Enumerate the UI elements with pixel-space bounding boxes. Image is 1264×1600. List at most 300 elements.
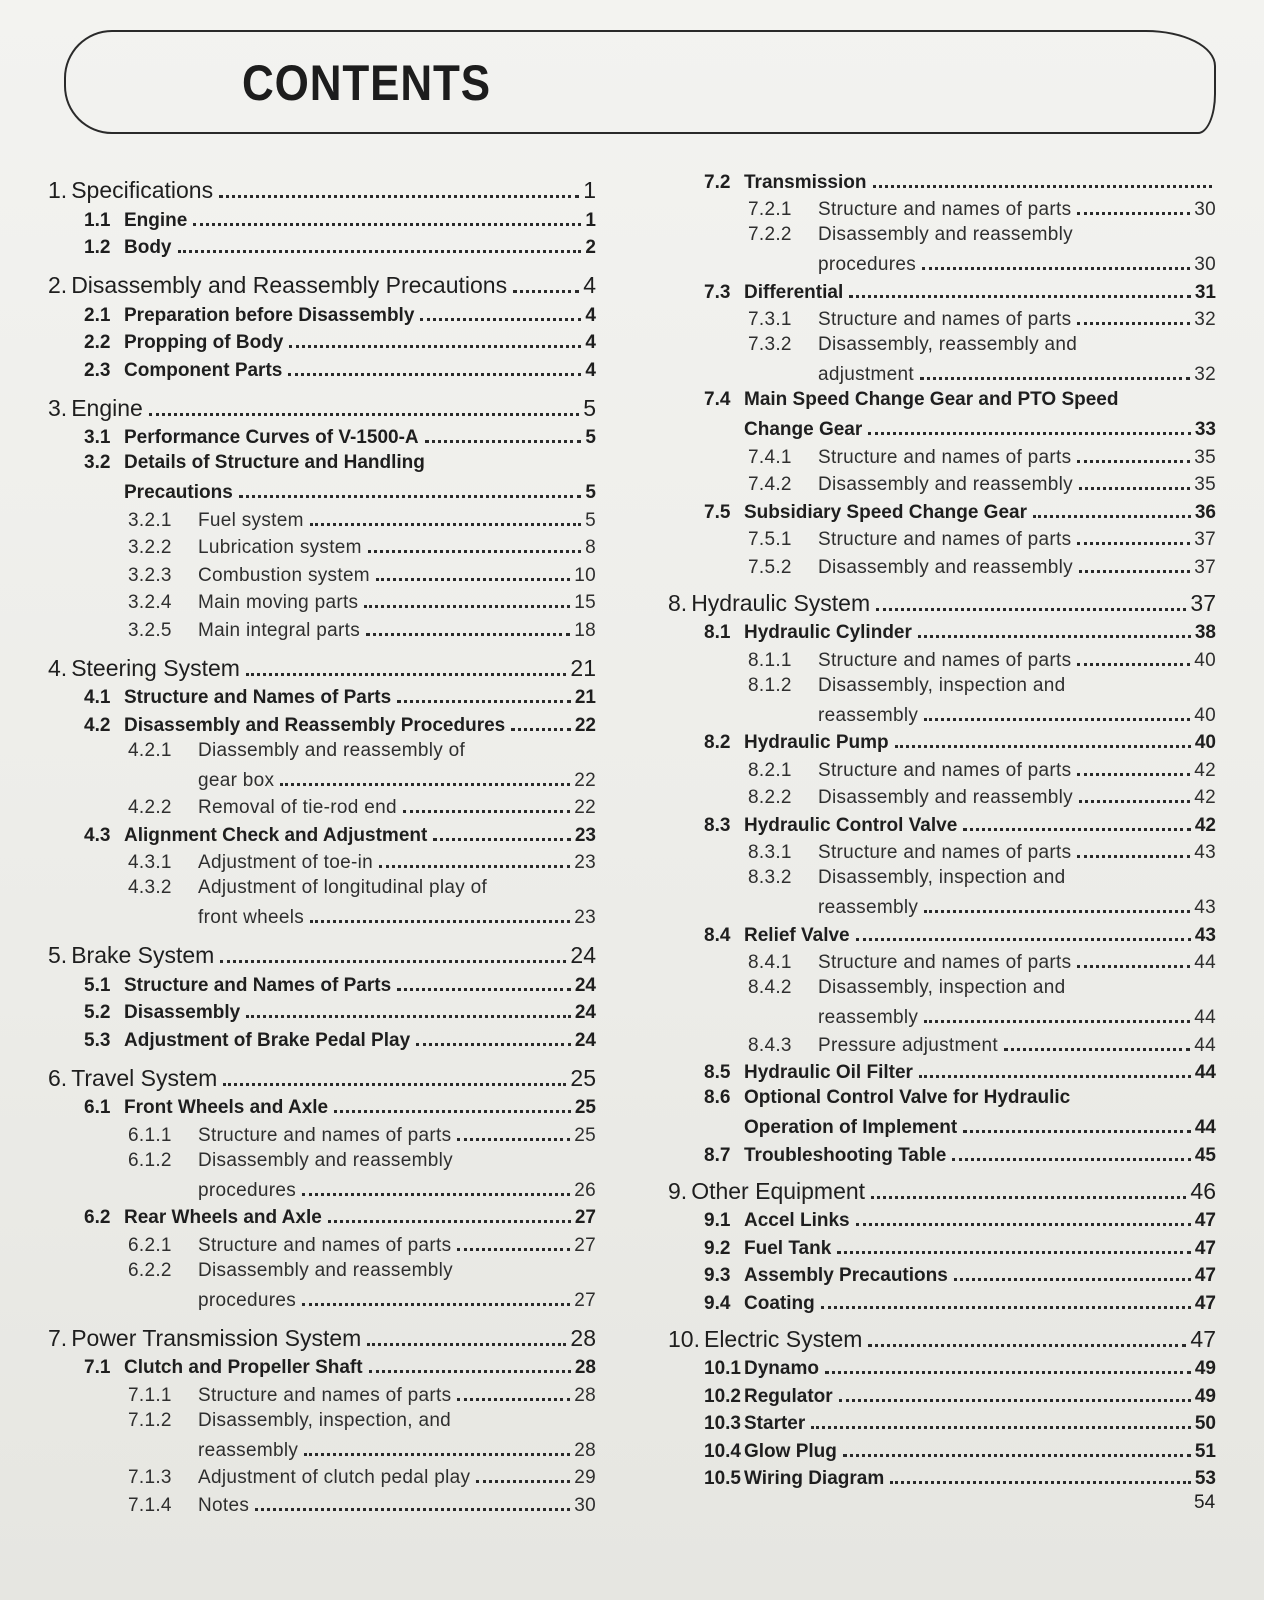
toc-entry-label: Diassembly and reassembly of: [198, 739, 466, 761]
toc-entry-page: 26: [574, 1179, 596, 1201]
toc-entry-page: 47: [1194, 1292, 1216, 1314]
toc-entry: [48, 792, 596, 820]
toc-entry-number: 7.1.2: [128, 1409, 172, 1431]
toc-entry-page: 49: [1194, 1358, 1216, 1379]
toc-entry-label: Adjustment of Brake Pedal Play: [124, 1029, 411, 1051]
toc-entry-label: Structure and names of parts: [818, 842, 1072, 863]
toc-entry: [48, 271, 596, 299]
dot-leader: [397, 700, 571, 703]
toc-entry-page: 23: [574, 907, 596, 928]
title-frame: [64, 30, 1216, 134]
toc-entry-label: Adjustment of longitudinal play of: [198, 877, 488, 898]
toc-entry-page: 1: [583, 177, 596, 203]
toc-entry-label: Fuel system: [198, 509, 304, 531]
toc-entry-page: 27: [574, 1207, 596, 1228]
toc-entry-number: 4.2.2: [128, 797, 172, 818]
toc-entry-label: Propping of Body: [124, 332, 284, 353]
toc-entry-label: Disassembly, reassembly and: [818, 334, 1078, 355]
dot-leader: [1077, 663, 1190, 666]
dot-leader: [1077, 855, 1190, 858]
toc-entry-label: Performance Curves of V-1500-A: [124, 427, 419, 448]
toc-entry-number: 3.2.1: [128, 509, 172, 531]
toc-entry-number: 5.: [48, 942, 68, 968]
toc-entry-number: 3.: [48, 394, 68, 421]
dot-leader: [433, 838, 571, 841]
dot-leader: [868, 432, 1191, 435]
toc-entry: [668, 1177, 1216, 1205]
toc-entry-number: 7.5.2: [748, 556, 792, 578]
toc-entry: [668, 469, 1216, 497]
toc-entry-page: 53: [1194, 1468, 1216, 1489]
toc-entry-label: Main Speed Change Gear and PTO Speed: [744, 389, 1119, 410]
dot-leader: [178, 250, 582, 253]
dot-leader: [821, 1306, 1191, 1309]
toc-entry-page: 22: [574, 797, 596, 818]
toc-entry: [48, 737, 596, 792]
toc-entry-page: 5: [583, 394, 596, 421]
toc-entry-number: 8.4.1: [748, 952, 792, 973]
toc-entry-number: 8.6: [704, 1087, 731, 1108]
toc-entry-number: 7.4: [704, 389, 731, 410]
toc-entry-number: 10.4: [704, 1440, 741, 1462]
toc-entry-label: Structure and names of parts: [818, 199, 1072, 220]
toc-entry-label: Disassembly, inspection and: [818, 867, 1066, 888]
toc-entry-page: 37: [1190, 589, 1216, 616]
toc-entry-number: 3.2: [84, 452, 111, 473]
toc-entry-label: Relief Valve: [744, 924, 850, 946]
toc-entry-number: 6.1.2: [128, 1149, 172, 1171]
toc-entry: [668, 672, 1216, 727]
dot-leader: [239, 495, 582, 498]
toc-entry-label: Structure and names of parts: [818, 952, 1072, 973]
toc-entry-label: Hydraulic System: [691, 589, 871, 616]
toc-entry: [668, 441, 1216, 469]
toc-entry-number: 1.: [48, 177, 68, 203]
toc-entry-label-continued: reassembly: [818, 704, 919, 726]
toc-entry-page: 45: [1194, 1144, 1216, 1166]
toc-entry-number: 4.2.1: [128, 739, 172, 761]
toc-entry: [48, 1379, 596, 1407]
toc-entry-label: Structure and names of parts: [818, 446, 1072, 468]
toc-entry-page: 43: [1194, 897, 1216, 918]
toc-entry-page: 8: [585, 537, 596, 558]
toc-entry-label: Disassembly and reassembly: [818, 556, 1073, 578]
toc-entry-page: 46: [1190, 1177, 1216, 1204]
toc-entry-number: 6.2.1: [128, 1234, 172, 1256]
dot-leader: [1077, 212, 1190, 215]
dot-leader: [924, 1020, 1190, 1023]
toc-entry-label-continued: gear box: [198, 769, 275, 791]
toc-entry-page: 51: [1194, 1440, 1216, 1462]
toc-entry-number: 8.3: [704, 814, 731, 836]
dot-leader: [843, 1454, 1191, 1457]
toc-entry-label: Structure and names of parts: [198, 1384, 452, 1406]
toc-entry: [668, 727, 1216, 755]
toc-entry-page: 2: [585, 237, 596, 258]
toc-entry-label: Differential: [744, 281, 844, 303]
dot-leader: [457, 1138, 570, 1141]
toc-entry-number: 8.2.1: [748, 759, 792, 781]
toc-entry: [48, 449, 596, 504]
toc-entry-page: 15: [574, 592, 596, 613]
toc-entry-page: 23: [574, 852, 596, 873]
toc-entry-label: Structure and names of parts: [818, 309, 1072, 330]
dot-leader: [289, 345, 581, 348]
toc-entry-label: Electric System: [703, 1325, 863, 1352]
toc-entry-page: 47: [1190, 1325, 1216, 1352]
toc-entry-label: Details of Structure and Handling: [124, 452, 425, 473]
toc-entry-label: Optional Control Valve for Hydraulic: [744, 1087, 1071, 1108]
toc-entry: [668, 194, 1216, 222]
dot-leader: [1077, 542, 1190, 545]
toc-entry-page: 47: [1194, 1237, 1216, 1259]
toc-entry: [48, 232, 596, 260]
dot-leader: [825, 1371, 1191, 1374]
toc-entry: [48, 1407, 596, 1462]
toc-entry-number: 9.4: [704, 1292, 731, 1314]
dot-leader: [811, 1426, 1191, 1429]
toc-entry-page: 28: [574, 1439, 596, 1461]
toc-entry: [48, 1202, 596, 1230]
toc-entry-page: 42: [1194, 759, 1216, 781]
toc-entry-number: 8.7: [704, 1144, 731, 1166]
dot-leader: [856, 1223, 1191, 1226]
toc-entry: [48, 1257, 596, 1312]
toc-entry-page: 4: [585, 304, 596, 326]
toc-entry-page: 5: [585, 427, 596, 448]
toc-entry-number: 10.: [668, 1325, 700, 1352]
toc-entry-label: Glow Plug: [744, 1440, 837, 1462]
dot-leader: [364, 605, 570, 608]
toc-entry: [48, 1147, 596, 1202]
dot-leader: [1077, 322, 1190, 325]
toc-entry-number: 7.1.3: [128, 1467, 172, 1488]
toc-entry: [48, 682, 596, 710]
dot-leader: [924, 910, 1190, 913]
toc-entry: [668, 919, 1216, 947]
dot-leader: [220, 960, 566, 963]
dot-leader: [246, 673, 566, 676]
toc-entry-number: 8.4.2: [748, 977, 792, 998]
toc-entry-page: 22: [574, 769, 596, 791]
toc-entry-label: Front Wheels and Axle: [124, 1097, 329, 1118]
toc-entry: [668, 809, 1216, 837]
toc-entry-label: Structure and names of parts: [818, 529, 1072, 550]
toc-entry-label: Preparation before Disassembly: [124, 304, 415, 326]
toc-entry-label: Assembly Precautions: [744, 1265, 948, 1286]
toc-entry-label: Disassembly and reassembly: [198, 1149, 453, 1171]
toc-entry-label-continued: adjustment: [818, 364, 914, 385]
toc-entry-number: 9.2: [704, 1237, 731, 1259]
toc-entry-number: 7.3: [704, 281, 731, 303]
dot-leader: [425, 440, 582, 443]
toc-entry-number: 7.2.1: [748, 199, 792, 220]
toc-entry: [668, 166, 1216, 194]
toc-entry-number: 8.: [668, 589, 688, 616]
toc-entry: [48, 709, 596, 737]
toc-entry-label: Structure and names of parts: [818, 649, 1072, 671]
toc-entry-label: Removal of tie-rod end: [198, 797, 397, 818]
toc-entry: [48, 176, 596, 204]
toc-entry-page: 5: [585, 482, 596, 503]
toc-entry-label-continued: procedures: [198, 1179, 297, 1201]
toc-entry-label-continued: reassembly: [818, 1007, 919, 1028]
dot-leader: [368, 550, 581, 553]
toc-entry: [48, 941, 596, 969]
toc-entry-number: 4.3.1: [128, 852, 172, 873]
toc-entry-label-continued: procedures: [818, 254, 917, 275]
toc-entry: [668, 617, 1216, 645]
toc-entry-page: 4: [583, 272, 596, 298]
toc-entry: [668, 1029, 1216, 1057]
toc-entry-label: Disassembly and reassembly: [198, 1259, 453, 1281]
toc-entry-label: Component Parts: [124, 359, 283, 381]
toc-entry-page: 5: [585, 509, 596, 531]
toc-entry: [668, 551, 1216, 579]
toc-entry-label-continued: reassembly: [198, 1439, 299, 1461]
toc-entry-number: 7.3.2: [748, 334, 792, 355]
toc-entry-page: 1: [585, 209, 596, 231]
toc-entry: [668, 1353, 1216, 1381]
dot-leader: [952, 1158, 1191, 1161]
toc-entry: [668, 1232, 1216, 1260]
toc-entry-label: Coating: [744, 1292, 815, 1314]
toc-entry-page: 23: [574, 824, 596, 846]
toc-entry-number: 7.2.2: [748, 224, 792, 245]
toc-entry-number: 6.1: [84, 1097, 111, 1118]
toc-entry: [48, 587, 596, 615]
toc-entry-label: Disassembly: [124, 1002, 241, 1023]
toc-entry-label-continued: procedures: [198, 1289, 297, 1311]
toc-entry: [668, 1380, 1216, 1408]
toc-entry-number: 5.2: [84, 1002, 111, 1023]
toc-entry-number: 3.2.5: [128, 619, 172, 641]
toc-entry-page: 47: [1194, 1265, 1216, 1286]
dot-leader: [895, 745, 1191, 748]
toc-entry-page: 24: [570, 942, 596, 968]
toc-entry-number: 7.4.2: [748, 474, 792, 495]
toc-entry-label: Structure and Names of Parts: [124, 687, 392, 708]
dot-leader: [219, 195, 579, 198]
toc-entry-label: Accel Links: [744, 1210, 850, 1231]
toc-entry-label: Disassembly and reassembly: [818, 474, 1073, 495]
dot-leader: [476, 1480, 570, 1483]
toc-entry: [48, 819, 596, 847]
toc-entry-label: Hydraulic Oil Filter: [744, 1062, 913, 1083]
toc-entry: [48, 997, 596, 1025]
toc-entry: [48, 614, 596, 642]
toc-entry-number: 8.3.1: [748, 842, 792, 863]
toc-entry-number: 5.3: [84, 1029, 111, 1051]
toc-entry-number: 8.1.1: [748, 649, 792, 671]
toc-entry-label-continued: Operation of Implement: [744, 1117, 958, 1138]
toc-entry-page: 4: [585, 332, 596, 353]
toc-entry: [48, 394, 596, 422]
toc-column-left: [48, 168, 596, 1517]
dot-leader: [849, 295, 1191, 298]
toc-entry-label: Steering System: [71, 654, 240, 681]
toc-entry-number: 3.2.2: [128, 537, 172, 558]
toc-entry-label: Hydraulic Control Valve: [744, 814, 958, 836]
toc-entry-label: Travel System: [71, 1064, 218, 1091]
toc-entry-page: 36: [1194, 501, 1216, 523]
dot-leader: [420, 318, 581, 321]
page-title: CONTENTS: [242, 55, 492, 111]
toc-entry-label-continued: Change Gear: [744, 419, 863, 440]
dot-leader: [457, 1398, 570, 1401]
toc-entry-label: Disassembly and Reassembly Procedures: [124, 714, 506, 736]
toc-entry: [48, 1064, 596, 1092]
toc-entry: [48, 847, 596, 875]
toc-entry-number: 8.4.3: [748, 1034, 792, 1056]
dot-leader: [873, 185, 1213, 188]
dot-leader: [457, 1248, 570, 1251]
toc-entry: [668, 221, 1216, 276]
dot-leader: [871, 1196, 1186, 1199]
toc-entry-page: 47: [1194, 1210, 1216, 1231]
toc-entry-page: 24: [574, 1029, 596, 1051]
toc-entry-page: 31: [1194, 281, 1216, 303]
toc-entry-page: 42: [1194, 814, 1216, 836]
toc-entry: [48, 327, 596, 355]
toc-entry-label: Rear Wheels and Axle: [124, 1207, 322, 1228]
toc-entry-number: 7.2: [704, 171, 731, 193]
toc-entry-label: Specifications: [71, 177, 214, 203]
toc-entry-number: 2.3: [84, 359, 111, 381]
dot-leader: [302, 1303, 570, 1306]
dot-leader: [379, 865, 570, 868]
toc-entry-number: 2.: [48, 272, 68, 298]
dot-leader: [922, 267, 1190, 270]
toc-entry-number: 4.3.2: [128, 877, 172, 898]
toc-entry-number: 7.4.1: [748, 446, 792, 468]
dot-leader: [223, 1083, 566, 1086]
toc-entry-label-continued: reassembly: [818, 897, 919, 918]
dot-leader: [876, 608, 1186, 611]
toc-entry: [668, 1463, 1216, 1491]
toc-entry-label: Engine: [124, 209, 188, 231]
toc-entry-page: 10: [574, 564, 596, 586]
toc-entry-number: 1.2: [84, 237, 111, 258]
toc-entry-number: 8.5: [704, 1062, 731, 1083]
toc-entry-number: 4.3: [84, 824, 111, 846]
toc-entry-label-continued: Precautions: [124, 482, 233, 503]
toc-entry-page: 40: [1194, 704, 1216, 726]
toc-entry-label: Structure and Names of Parts: [124, 974, 392, 996]
dot-leader: [856, 938, 1191, 941]
toc-entry-page: 21: [574, 687, 596, 708]
toc-entry-page: 32: [1194, 309, 1216, 330]
toc-entry-label: Main integral parts: [198, 619, 360, 641]
toc-entry-label: Disassembly, inspection, and: [198, 1409, 452, 1431]
toc-entry: [48, 1092, 596, 1120]
toc-entry-number: 4.1: [84, 687, 111, 708]
dot-leader: [255, 1508, 570, 1511]
dot-leader: [376, 578, 570, 581]
toc-entry-number: 4.: [48, 654, 68, 681]
toc-entry-label: Troubleshooting Table: [744, 1144, 947, 1166]
dot-leader: [334, 1110, 571, 1113]
dot-leader: [397, 988, 571, 991]
dot-leader: [302, 1193, 570, 1196]
toc-entry-page: 30: [1194, 254, 1216, 275]
toc-entry-label: Disassembly and reassembly: [818, 224, 1073, 245]
toc-entry-number: 3.1: [84, 427, 111, 448]
toc-entry-page: 25: [574, 1124, 596, 1146]
toc-entry-page: 35: [1194, 474, 1216, 495]
dot-leader: [890, 1481, 1191, 1484]
toc-entry: [668, 1287, 1216, 1315]
toc-entry: [48, 204, 596, 232]
dot-leader: [963, 1130, 1191, 1133]
toc-entry: [48, 1324, 596, 1352]
toc-entry-label: Brake System: [71, 942, 215, 968]
toc-entry: [668, 1139, 1216, 1167]
toc-entry-number: 7.1: [84, 1357, 111, 1378]
toc-entry-number: 9.1: [704, 1210, 731, 1231]
toc-entry-label: Body: [124, 237, 172, 258]
toc-entry-number: 6.2: [84, 1207, 111, 1228]
toc-entry: [48, 874, 596, 929]
dot-leader: [310, 523, 581, 526]
toc-entry-label: Structure and names of parts: [818, 759, 1072, 781]
toc-entry-page: 28: [570, 1324, 596, 1351]
toc-entry-page: 40: [1194, 732, 1216, 753]
dot-leader: [924, 718, 1190, 721]
toc-entry-label: Combustion system: [198, 564, 370, 586]
toc-entry-label: Structure and names of parts: [198, 1124, 452, 1146]
toc-entry-number: 7.5.1: [748, 529, 792, 550]
dot-leader: [1004, 1048, 1190, 1051]
toc-entry-page: 42: [1194, 787, 1216, 808]
dot-leader: [328, 1220, 571, 1223]
dot-leader: [1077, 773, 1190, 776]
toc-entry-label: Alignment Check and Adjustment: [124, 824, 428, 846]
toc-column-right: [668, 166, 1216, 1490]
toc-entry-page: 27: [574, 1234, 596, 1256]
toc-entry: [668, 386, 1216, 441]
toc-entry-number: 5.1: [84, 974, 111, 996]
toc-entry-number: 10.3: [704, 1413, 741, 1434]
dot-leader: [288, 373, 581, 376]
toc-entry-label: Fuel Tank: [744, 1237, 832, 1259]
toc-entry-label: Pressure adjustment: [818, 1034, 998, 1056]
dot-leader: [837, 1251, 1191, 1254]
toc-entry-label: Wiring Diagram: [744, 1468, 885, 1489]
toc-entry: [668, 782, 1216, 810]
toc-entry: [48, 1462, 596, 1490]
toc-entry: [668, 1325, 1216, 1353]
toc-entry-number: 10.1: [704, 1358, 741, 1379]
toc-entry-label: Regulator: [744, 1385, 833, 1407]
toc-entry-page: 37: [1194, 529, 1216, 550]
toc-entry-number: 10.2: [704, 1385, 741, 1407]
toc-entry: [668, 1435, 1216, 1463]
toc-entry-number: 1.1: [84, 209, 111, 231]
toc-entry-number: 7.1.4: [128, 1494, 172, 1516]
toc-entry-number: 3.2.3: [128, 564, 172, 586]
toc-entry-number: 8.1: [704, 622, 731, 643]
dot-leader: [369, 1370, 571, 1373]
toc-entry-label: Hydraulic Pump: [744, 732, 889, 753]
toc-entry: [668, 1084, 1216, 1139]
toc-entry-number: 2.2: [84, 332, 111, 353]
toc-entry: [48, 299, 596, 327]
toc-entry-label: Other Equipment: [691, 1177, 866, 1204]
toc-entry-label: Hydraulic Cylinder: [744, 622, 912, 643]
toc-entry: [668, 644, 1216, 672]
toc-entry: [48, 1229, 596, 1257]
